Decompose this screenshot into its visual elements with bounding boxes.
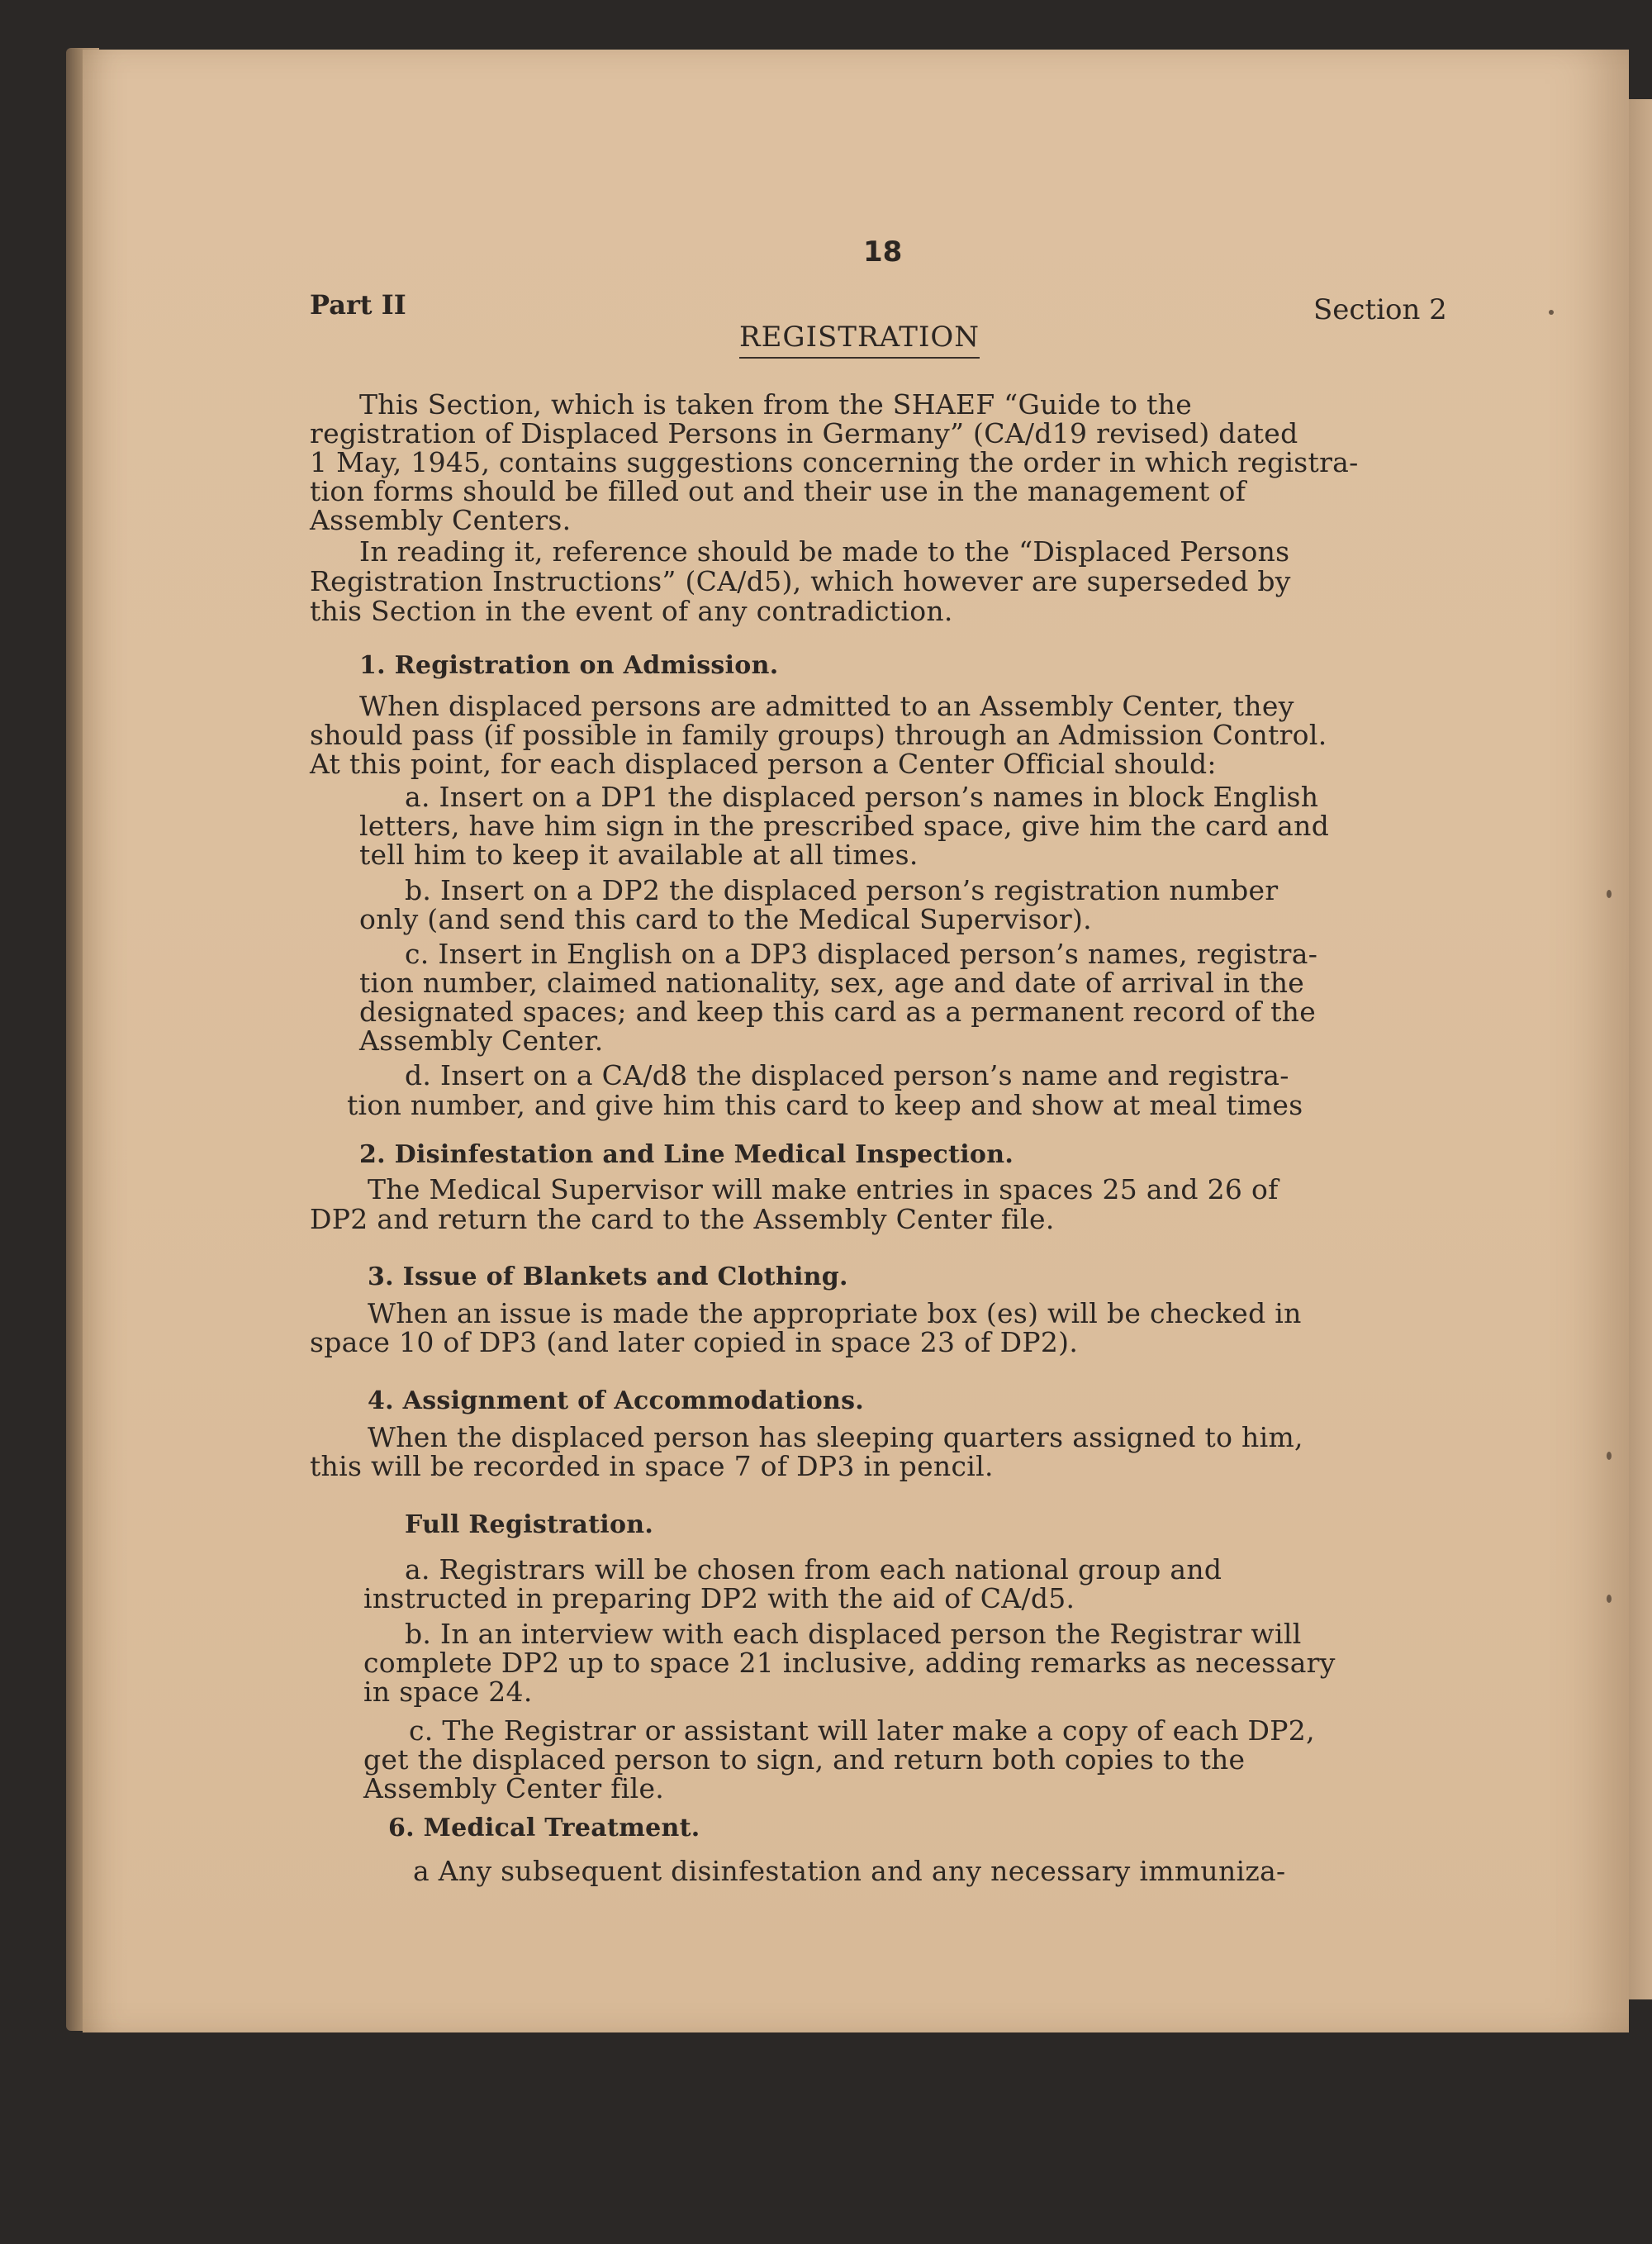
body-line: space 10 of DP3 (and later copied in space 23 of DP2). [310,1326,1079,1358]
page-title: REGISTRATION [739,321,980,359]
body-line: this will be recorded in space 7 of DP3 in pencil. [310,1450,994,1482]
body-line: When the displaced person has sleeping quarters assigned to him, [368,1421,1303,1453]
body-line: b. In an interview with each displaced person the Registrar will [405,1618,1302,1650]
section-heading: Full Registration. [405,1510,654,1539]
body-line: should pass (if possible in family groups) through an Admission Control. [310,719,1327,751]
body-line: Registration Instructions” (CA/d5), which however are superseded by [310,565,1291,597]
body-line: In reading it, reference should be made to the “Displaced Persons [359,535,1290,568]
body-line: The Medical Supervisor will make entries in spaces 25 and 26 of [368,1173,1279,1205]
body-line: a. Insert on a DP1 the displaced person’s names in block English [405,781,1319,813]
section-heading: 1. Registration on Admission. [359,651,779,680]
body-line: DP2 and return the card to the Assembly Center file. [310,1203,1055,1235]
body-line: this Section in the event of any contradiction. [310,595,953,627]
section-heading: 6. Medical Treatment. [388,1814,700,1842]
body-line: complete DP2 up to space 21 inclusive, adding remarks as necessary [363,1647,1336,1679]
body-line: designated spaces; and keep this card as a permanent record of the [359,996,1317,1028]
section-label: Section 2 [1313,293,1447,326]
body-line: When an issue is made the appropriate box (es) will be checked in [368,1297,1302,1329]
body-line: a. Registrars will be chosen from each national group and [405,1553,1222,1586]
body-line: Assembly Center. [359,1025,604,1057]
part-label: Part II [310,289,406,321]
body-line: only (and send this card to the Medical Supervisor). [359,903,1092,935]
body-line: Assembly Center file. [363,1772,665,1804]
body-line: c. Insert in English on a DP3 displaced person’s names, registra- [405,938,1318,970]
body-line: 1 May, 1945, contains suggestions concerning the order in which registra- [310,446,1359,478]
body-line: b. Insert on a DP2 the displaced person’s registration number [405,874,1279,906]
ink-speck [1549,310,1554,315]
body-line: When displaced persons are admitted to an Assembly Center, they [359,690,1294,722]
body-line: a Any subsequent disinfestation and any necessary immuniza- [413,1855,1286,1887]
body-line: tell him to keep it available at all times. [359,839,919,871]
body-line: get the displaced person to sign, and return both copies to the [363,1743,1246,1776]
binding-mark [1607,1452,1612,1460]
page-number: 18 [863,235,903,269]
body-line: Assembly Centers. [310,504,572,536]
binding-mark [1607,890,1612,898]
body-line: At this point, for each displaced person a Center Official should: [310,748,1217,780]
section-heading: 2. Disinfestation and Line Medical Inspection. [359,1140,1014,1169]
section-heading: 3. Issue of Blankets and Clothing. [368,1262,848,1291]
body-line: tion number, claimed nationality, sex, age and date of arrival in the [359,967,1305,999]
body-line: c. The Registrar or assistant will later make a copy of each DP2, [409,1714,1315,1747]
body-line: tion number, and give him this card to keep and show at meal times [347,1089,1303,1121]
body-line: registration of Displaced Persons in Germany” (CA/d19 revised) dated [310,417,1298,449]
body-line: d. Insert on a CA/d8 the displaced person’s name and registra- [405,1059,1289,1091]
body-line: in space 24. [363,1676,533,1708]
body-line: letters, have him sign in the prescribed space, give him the card and [359,810,1330,842]
binding-mark [1607,1595,1612,1603]
body-line: This Section, which is taken from the SHAEF “Guide to the [359,388,1193,421]
section-heading: 4. Assignment of Accommodations. [368,1386,865,1415]
body-line: tion forms should be filled out and their use in the management of [310,475,1246,507]
body-line: instructed in preparing DP2 with the aid of CA/d5. [363,1582,1075,1614]
